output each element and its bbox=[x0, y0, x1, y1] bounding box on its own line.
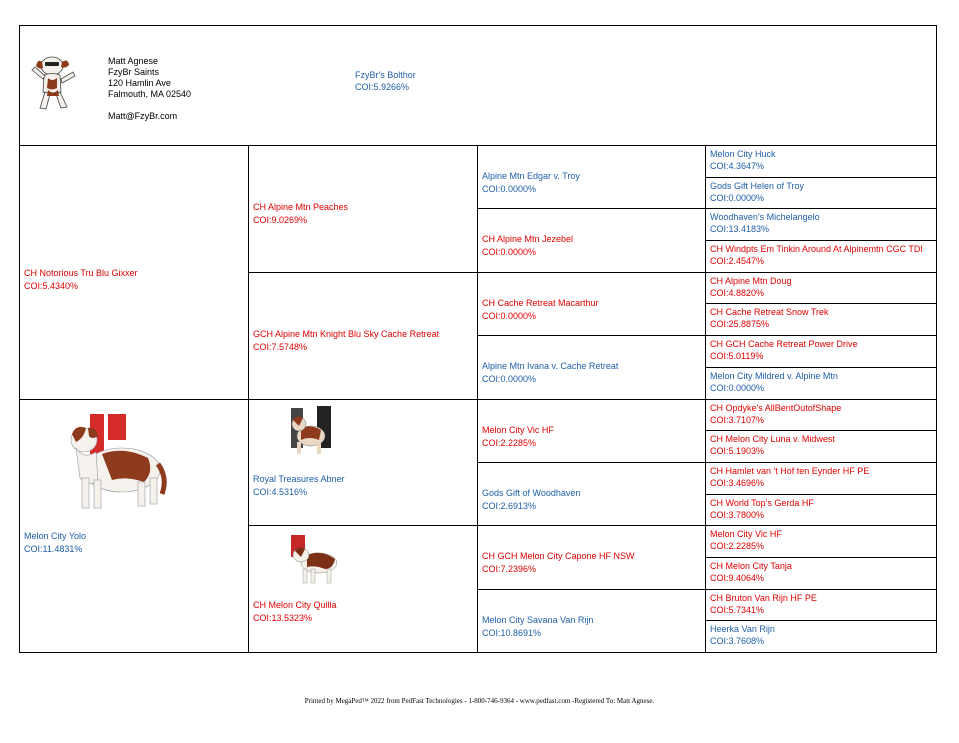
dog-name: CH Cache Retreat Macarthur bbox=[482, 298, 599, 308]
gen3-dog-cell[interactable] bbox=[477, 272, 706, 336]
gen2-dog-cell[interactable] bbox=[248, 525, 478, 653]
dog-label bbox=[253, 473, 345, 499]
dog-photo-royal-treasures-abner bbox=[287, 406, 333, 456]
dog-label bbox=[710, 592, 817, 616]
dog-coi: COI:0.0000% bbox=[482, 247, 537, 257]
dog-coi: COI:4.3647% bbox=[710, 161, 765, 171]
gen3-dog-cell[interactable] bbox=[477, 335, 706, 400]
gen4-dog-cell[interactable] bbox=[705, 430, 937, 463]
dog-coi: COI:5.0119% bbox=[710, 351, 764, 361]
dog-label bbox=[482, 170, 580, 196]
dog-label bbox=[482, 614, 593, 640]
gen2-dog-cell[interactable] bbox=[248, 399, 478, 526]
gen4-dog-cell[interactable] bbox=[705, 240, 937, 273]
dog-name: Melon City Yolo bbox=[24, 531, 87, 541]
gen4-dog-cell[interactable] bbox=[705, 335, 937, 368]
dog-coi: COI:4.5316% bbox=[253, 487, 308, 497]
footer-credit: Printed by MegaPed™ 2022 from PedFast Technologies - 1-800-746-9364 - www.pedfast.com -Registered To: Matt Agnese. bbox=[304, 697, 655, 705]
dog-coi: COI:2.2285% bbox=[482, 438, 537, 448]
pedigree-grid bbox=[19, 145, 937, 652]
dog-coi: COI:5.1903% bbox=[710, 446, 765, 456]
dog-label bbox=[482, 360, 618, 386]
dog-name: Melon City Savana Van Rijn bbox=[482, 615, 594, 625]
dog-name: CH Melon City Tanja bbox=[710, 561, 792, 571]
dog-label bbox=[710, 528, 782, 552]
dog-label bbox=[253, 201, 348, 227]
dog-label bbox=[482, 550, 635, 576]
dog-name: Gods Gift Helen of Troy bbox=[710, 181, 805, 191]
dog-name: CH Alpine Mtn Peaches bbox=[253, 202, 349, 212]
gen4-dog-cell[interactable] bbox=[705, 557, 937, 590]
dog-name: GCH Alpine Mtn Knight Blu Sky Cache Retreat bbox=[253, 329, 440, 339]
dog-label bbox=[253, 599, 337, 625]
dog-label bbox=[24, 267, 138, 293]
dog-name: CH World Top's Gerda HF bbox=[710, 498, 814, 508]
dog-label bbox=[710, 211, 820, 235]
dog-coi: COI:0.0000% bbox=[710, 383, 765, 393]
gen4-dog-cell[interactable] bbox=[705, 303, 937, 336]
dog-name: Royal Treasures Abner bbox=[253, 474, 345, 484]
owner-name: Matt Agnese bbox=[108, 56, 159, 66]
owner-address: 120 Hamlin Ave bbox=[108, 78, 171, 88]
dog-label bbox=[710, 148, 776, 172]
dog-coi: COI:2.2285% bbox=[710, 541, 765, 551]
dog-label bbox=[710, 306, 829, 330]
gen4-dog-cell[interactable] bbox=[705, 494, 937, 526]
dog-name: CH Melon City Luna v. Midwest bbox=[710, 434, 835, 444]
gen1-dog-cell[interactable] bbox=[19, 145, 249, 400]
gen3-dog-cell[interactable] bbox=[477, 145, 706, 209]
dog-coi: COI:3.7800% bbox=[710, 510, 765, 520]
dog-label bbox=[253, 328, 439, 354]
gen3-dog-cell[interactable] bbox=[477, 208, 706, 273]
dog-coi: COI:13.4183% bbox=[710, 224, 770, 234]
dog-coi: COI:7.2396% bbox=[482, 564, 537, 574]
gen3-dog-cell[interactable] bbox=[477, 589, 706, 653]
dog-name: Alpine Mtn Ivana v. Cache Retreat bbox=[482, 361, 619, 371]
kennel-logo bbox=[28, 52, 78, 114]
dog-label bbox=[482, 297, 599, 323]
dog-coi: COI:0.0000% bbox=[482, 184, 537, 194]
dog-label bbox=[482, 233, 573, 259]
pedigree-header bbox=[19, 25, 937, 146]
dog-photo-ch-melon-city-quilla bbox=[289, 535, 341, 585]
dog-name: Melon City Vic HF bbox=[710, 529, 782, 539]
dog-coi: COI:0.0000% bbox=[482, 311, 537, 321]
gen4-dog-cell[interactable] bbox=[705, 272, 937, 304]
dog-coi: COI:10.8691% bbox=[482, 628, 542, 638]
dog-name: CH Alpine Mtn Jezebel bbox=[482, 234, 574, 244]
dog-name: CH Alpine Mtn Doug bbox=[710, 276, 792, 286]
dog-name: CH GCH Melon City Capone HF NSW bbox=[482, 551, 635, 561]
dog-label bbox=[710, 497, 814, 521]
dog-label bbox=[710, 370, 838, 394]
dog-label bbox=[482, 487, 580, 513]
dog-coi: COI:9.0269% bbox=[253, 215, 308, 225]
dog-label bbox=[24, 530, 86, 556]
subject-name: FzyBr's Bolthor bbox=[355, 70, 416, 80]
dog-coi: COI:9.4064% bbox=[710, 573, 765, 583]
dog-coi: COI:7.5748% bbox=[253, 342, 308, 352]
dog-label bbox=[710, 623, 775, 647]
dog-name: CH Melon City Quilla bbox=[253, 600, 337, 610]
dog-name: Melon City Huck bbox=[710, 149, 776, 159]
dog-label bbox=[710, 402, 841, 426]
gen4-dog-cell[interactable] bbox=[705, 367, 937, 400]
dog-name: CH GCH Cache Retreat Power Drive bbox=[710, 339, 858, 349]
gen4-dog-cell[interactable] bbox=[705, 462, 937, 495]
dog-coi: COI:2.4547% bbox=[710, 256, 765, 266]
dog-name: CH Bruton Van Rijn HF PE bbox=[710, 593, 817, 603]
gen3-dog-cell[interactable] bbox=[477, 399, 706, 463]
dog-label bbox=[710, 560, 792, 584]
gen2-dog-cell[interactable] bbox=[248, 272, 478, 400]
dog-label bbox=[710, 338, 858, 362]
gen3-dog-cell[interactable] bbox=[477, 462, 706, 526]
gen4-dog-cell[interactable] bbox=[705, 177, 937, 209]
dog-name: Gods Gift of Woodhaven bbox=[482, 488, 581, 498]
dog-name: CH Windpts Em Tinkin Around At Alpinemtn CGC TDI bbox=[710, 244, 923, 254]
dog-coi: COI:0.0000% bbox=[710, 193, 765, 203]
gen4-dog-cell[interactable] bbox=[705, 589, 937, 621]
dog-label bbox=[482, 424, 554, 450]
dog-label bbox=[710, 180, 804, 204]
dog-name: Alpine Mtn Edgar v. Troy bbox=[482, 171, 580, 181]
dog-name: CH Opdyke's AllBentOutofShape bbox=[710, 403, 842, 413]
dog-coi: COI:25.8875% bbox=[710, 319, 770, 329]
dog-name: Melon City Vic HF bbox=[482, 425, 554, 435]
dog-name: Heerka Van Rijn bbox=[710, 624, 775, 634]
subject-coi: COI:5.9266% bbox=[355, 82, 410, 92]
gen4-dog-cell[interactable] bbox=[705, 145, 937, 178]
gen4-dog-cell[interactable] bbox=[705, 208, 937, 241]
dog-coi: COI:11.4831% bbox=[24, 544, 83, 554]
dog-label bbox=[710, 243, 923, 267]
gen3-dog-cell[interactable] bbox=[477, 525, 706, 590]
owner-kennel: FzyBr Saints bbox=[108, 67, 160, 77]
dog-label bbox=[710, 433, 835, 457]
gen4-dog-cell[interactable] bbox=[705, 399, 937, 431]
dog-coi: COI:2.6913% bbox=[482, 501, 537, 511]
dog-name: CH Notorious Tru Blu Gixxer bbox=[24, 268, 138, 278]
dog-label bbox=[710, 465, 869, 489]
dog-photo-melon-city-yolo bbox=[62, 412, 172, 516]
owner-email: Matt@FzyBr.com bbox=[108, 111, 178, 121]
dog-name: Melon City Mildred v. Alpine Mtn bbox=[710, 371, 838, 381]
gen4-dog-cell[interactable] bbox=[705, 620, 937, 653]
dog-coi: COI:3.4696% bbox=[710, 478, 765, 488]
owner-city: Falmouth, MA 02540 bbox=[108, 89, 192, 99]
subject-dog[interactable] bbox=[355, 69, 416, 93]
gen4-dog-cell[interactable] bbox=[705, 525, 937, 558]
dog-coi: COI:5.4340% bbox=[24, 281, 79, 291]
dog-coi: COI:5.7341% bbox=[710, 605, 765, 615]
dog-coi: COI:3.7107% bbox=[710, 415, 765, 425]
owner-info bbox=[108, 56, 191, 122]
dog-label bbox=[710, 275, 792, 299]
dog-name: CH Hamlet van 't Hof ten Eynder HF PE bbox=[710, 466, 870, 476]
gen2-dog-cell[interactable] bbox=[248, 145, 478, 273]
dog-name: Woodhaven's Michelangelo bbox=[710, 212, 820, 222]
dog-name: CH Cache Retreat Snow Trek bbox=[710, 307, 829, 317]
dog-coi: COI:0.0000% bbox=[482, 374, 537, 384]
dog-coi: COI:13.5323% bbox=[253, 613, 313, 623]
dog-coi: COI:3.7608% bbox=[710, 636, 765, 646]
dog-coi: COI:4.8820% bbox=[710, 288, 765, 298]
